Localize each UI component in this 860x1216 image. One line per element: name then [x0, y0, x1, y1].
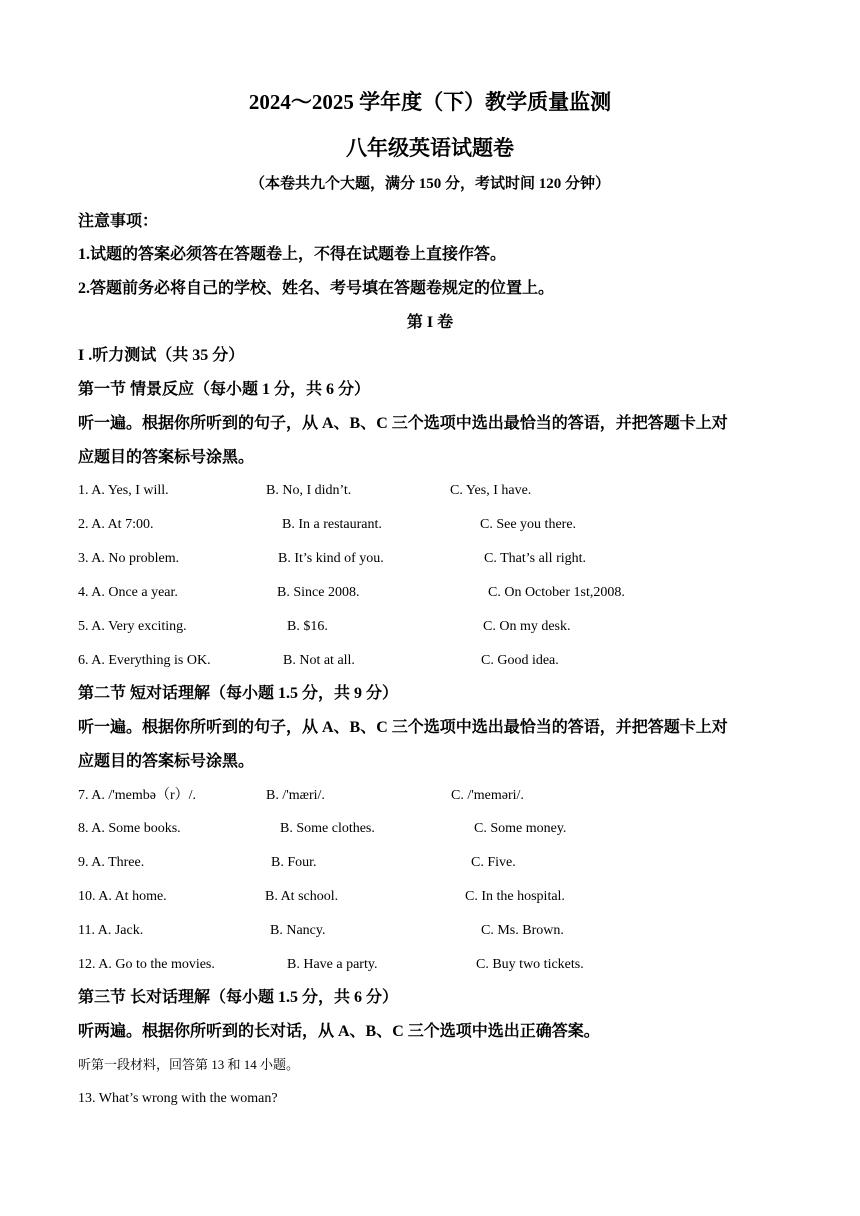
option-b: B. In a restaurant. — [282, 517, 382, 532]
material-note: 听第一段材料，回答第 13 和 14 小题。 — [78, 1057, 300, 1072]
exam-note: （本卷共九个大题，满分 150 分，考试时间 120 分钟） — [249, 176, 610, 192]
part-heading: I .听力测试（共 35 分） — [78, 347, 245, 364]
option-c: C. That’s all right. — [484, 551, 587, 566]
option-b: B. Some clothes. — [280, 821, 375, 836]
volume-label: 第 I 卷 — [406, 314, 454, 331]
option-b: B. It’s kind of you. — [278, 551, 384, 566]
exam-title: 2024～2025 学年度（下）教学质量监测 — [248, 90, 612, 114]
option-a: 12. A. Go to the movies. — [78, 957, 215, 972]
option-a: 6. A. Everything is OK. — [78, 653, 211, 668]
option-a: 2. A. At 7:00. — [78, 517, 154, 532]
option-c: C. Good idea. — [481, 653, 559, 668]
section-1-title: 第一节 情景反应（每小题 1 分，共 6 分） — [78, 381, 371, 398]
section-2-instruction-line2: 应题目的答案标号涂黑。 — [78, 753, 255, 770]
notice-heading: 注意事项： — [78, 213, 159, 230]
option-c: C. /'meməri/. — [451, 788, 524, 803]
option-a: 9. A. Three. — [78, 855, 145, 870]
option-c: C. See you there. — [480, 517, 577, 532]
option-b: B. Since 2008. — [277, 585, 360, 600]
option-a: 7. A. /'membə（r）/. — [78, 788, 197, 803]
option-c: C. In the hospital. — [465, 889, 565, 904]
option-c: C. On my desk. — [483, 619, 571, 634]
question-13: 13. What’s wrong with the woman? — [78, 1091, 278, 1106]
option-a: 4. A. Once a year. — [78, 585, 178, 600]
option-b: B. Not at all. — [283, 653, 355, 668]
section-1-instruction-line2: 应题目的答案标号涂黑。 — [78, 449, 255, 466]
option-b: B. /'mæri/. — [266, 788, 325, 803]
option-a: 10. A. At home. — [78, 889, 167, 904]
option-c: C. Five. — [471, 855, 516, 870]
option-c: C. Yes, I have. — [450, 483, 532, 498]
option-b: B. Nancy. — [270, 923, 326, 938]
option-a: 11. A. Jack. — [78, 923, 144, 938]
notice-item-2: 2.答题前务必将自己的学校、姓名、考号填在答题卷规定的位置上。 — [78, 280, 555, 297]
option-c: C. Ms. Brown. — [481, 923, 564, 938]
option-b: B. At school. — [265, 889, 339, 904]
option-a: 8. A. Some books. — [78, 821, 181, 836]
option-c: C. On October 1st,2008. — [488, 585, 625, 600]
section-3-title: 第三节 长对话理解（每小题 1.5 分，共 6 分） — [78, 989, 399, 1006]
option-b: B. Four. — [271, 855, 317, 870]
section-1-instruction-line1: 听一遍。根据你所听到的句子，从 A、B、C 三个选项中选出最恰当的答语，并把答题卡上对 — [78, 415, 728, 432]
section-3-instruction: 听两遍。根据你所听到的长对话，从 A、B、C 三个选项中选出正确答案。 — [78, 1023, 600, 1040]
option-b: B. No, I didn’t. — [266, 483, 352, 498]
option-a: 1. A. Yes, I will. — [78, 483, 169, 498]
option-b: B. $16. — [287, 619, 328, 634]
option-c: C. Buy two tickets. — [476, 957, 584, 972]
section-2-instruction-line1: 听一遍。根据你所听到的句子，从 A、B、C 三个选项中选出最恰当的答语，并把答题卡上对 — [78, 719, 728, 736]
exam-subtitle: 八年级英语试题卷 — [346, 136, 514, 160]
option-c: C. Some money. — [474, 821, 567, 836]
section-2-title: 第二节 短对话理解（每小题 1.5 分，共 9 分） — [78, 685, 399, 702]
option-a: 5. A. Very exciting. — [78, 619, 187, 634]
notice-item-1: 1.试题的答案必须答在答题卷上，不得在试题卷上直接作答。 — [78, 246, 507, 263]
option-a: 3. A. No problem. — [78, 551, 180, 566]
option-b: B. Have a party. — [287, 957, 378, 972]
